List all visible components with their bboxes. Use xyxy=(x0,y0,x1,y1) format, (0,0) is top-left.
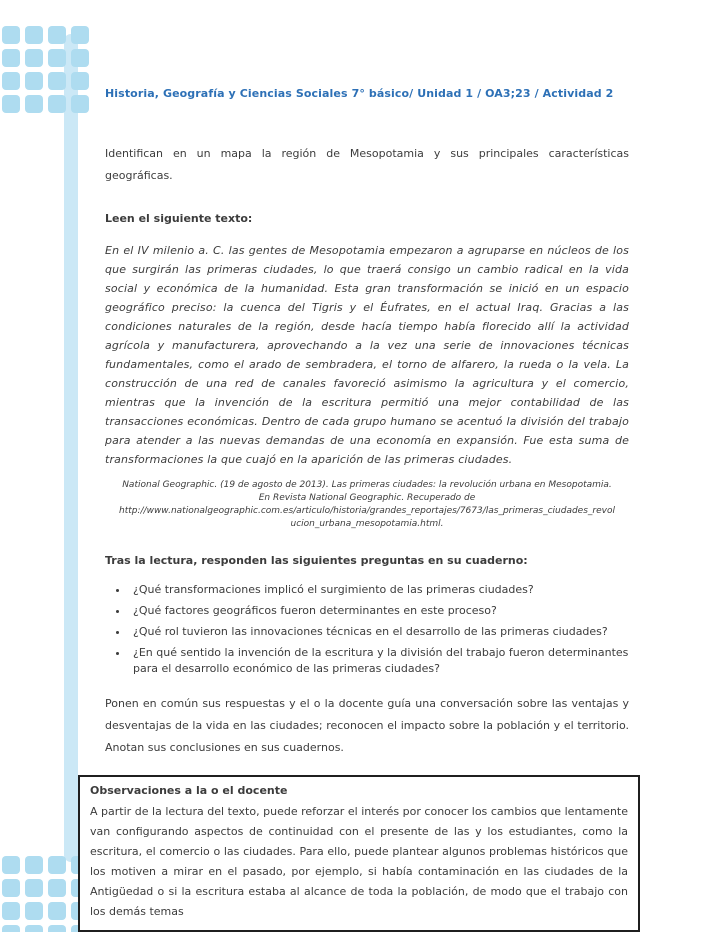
decor-square xyxy=(2,26,20,44)
reading-passage: En el IV milenio a. C. las gentes de Mesopotamia empezaron a agruparse en núcleos de los que surgirán las primeras ciudades, lo que traerá consigo un cambio radical en la vida social y económica de la humanidad. Esta gran transformación se inició en un espacio geográfico preciso: la cuenca del Tigris y el Éufrates, en el actual Iraq. Gracias a las condiciones naturales de la región, desde hacía tiempo había florecido allí la actividad agrícola y manufacturera, aprovechando a la vez una serie de innovaciones técnicas fundamentales, como el arado de sembradera, el torno de alfarero, la rueda o la vela. La construcción de una red de canales favoreció asimismo la agricultura y el comercio, mientras que la invención de la escritura permitió una mejor contabilidad de las transacciones económicas. Dentro de cada grupo humano se acentuó la división del trabajo para atender a las nuevas demandas de una economía en expansión. Fue esta suma de transformaciones la que cuajó en la aparición de las primeras ciudades. xyxy=(105,244,629,466)
decor-square xyxy=(2,72,20,90)
document-header-title: Historia, Geografía y Ciencias Sociales 7° básico/ Unidad 1 / OA3;23 / Actividad 2 xyxy=(105,87,614,100)
decor-square xyxy=(71,95,89,113)
decor-square xyxy=(2,856,20,874)
decor-squares-bottom xyxy=(2,856,89,932)
question-item: • ¿Qué factores geográficos fueron determinantes en este proceso? xyxy=(129,603,629,619)
question-item: • ¿Qué rol tuvieron las innovaciones técnicas en el desarrollo de las primeras ciudades? xyxy=(129,624,629,640)
decor-square xyxy=(48,49,66,67)
decor-square xyxy=(71,72,89,90)
question-item: • ¿En qué sentido la invención de la escritura y la división del trabajo fueron determinantes para el desarrollo económico de las primeras ciudades? xyxy=(129,645,629,677)
decor-square xyxy=(25,95,43,113)
observations-title: Observaciones a la o el docente xyxy=(90,783,288,797)
decor-squares-top xyxy=(2,26,89,113)
questions-list xyxy=(105,582,629,677)
decor-square xyxy=(48,95,66,113)
document-content xyxy=(90,0,629,932)
decor-square xyxy=(48,856,66,874)
decor-square xyxy=(48,902,66,920)
decor-square xyxy=(25,879,43,897)
decor-strip xyxy=(64,34,78,862)
decor-square xyxy=(25,72,43,90)
decor-square xyxy=(71,26,89,44)
decor-square xyxy=(48,26,66,44)
decor-square xyxy=(71,49,89,67)
observations-body: A partir de la lectura del texto, puede reforzar el interés por conocer los cambios que lentamente van configurando aspectos de continuidad con el presente de las y los estudiantes, como la escritura, el comercio o las ciudades. Para ello, puede plantear algunos problemas históricos que los motiven a mirar en el pasado, por ejemplo, si había contaminación en las ciudades de la Antigüedad o si la escritura estaba al alcance de toda la población, de modo que el trabajo con los demás temas xyxy=(90,804,628,918)
decor-square xyxy=(25,902,43,920)
decor-square xyxy=(48,925,66,932)
decor-square xyxy=(2,95,20,113)
questions-instruction-label: Tras la lectura, responden las siguientes preguntas en su cuaderno: xyxy=(105,554,528,567)
decor-square xyxy=(25,49,43,67)
citation-reference: National Geographic. (19 de agosto de 2013). Las primeras ciudades: la revolución urbana en Mesopotamia. En Revista National Geographic. Recuperado de http://www.nationalgeographic.com.es/articulo/historia/grandes_reportajes/7673/las_primeras_ciudades_revolucion_urbana_mesopotamia.html. xyxy=(119,480,615,529)
decor-square xyxy=(25,925,43,932)
decor-square xyxy=(48,879,66,897)
decor-square xyxy=(25,856,43,874)
decor-square xyxy=(2,879,20,897)
decor-square xyxy=(2,925,20,932)
question-item: • ¿Qué transformaciones implicó el surgimiento de las primeras ciudades? xyxy=(129,582,629,598)
decor-square xyxy=(2,902,20,920)
closing-paragraph: Ponen en común sus respuestas y el o la docente guía una conversación sobre las ventajas y desventajas de la vida en las ciudades; reconocen el impacto sobre la población y el territorio. Anotan sus conclusiones en sus cuadernos. xyxy=(105,696,629,754)
teacher-observations-box xyxy=(78,775,640,932)
decor-square xyxy=(48,72,66,90)
activity-description: Identifican en un mapa la región de Mesopotamia y sus principales características geográficas. xyxy=(105,146,629,182)
decor-square xyxy=(25,26,43,44)
read-instruction-label: Leen el siguiente texto: xyxy=(105,211,253,225)
decor-square xyxy=(2,49,20,67)
